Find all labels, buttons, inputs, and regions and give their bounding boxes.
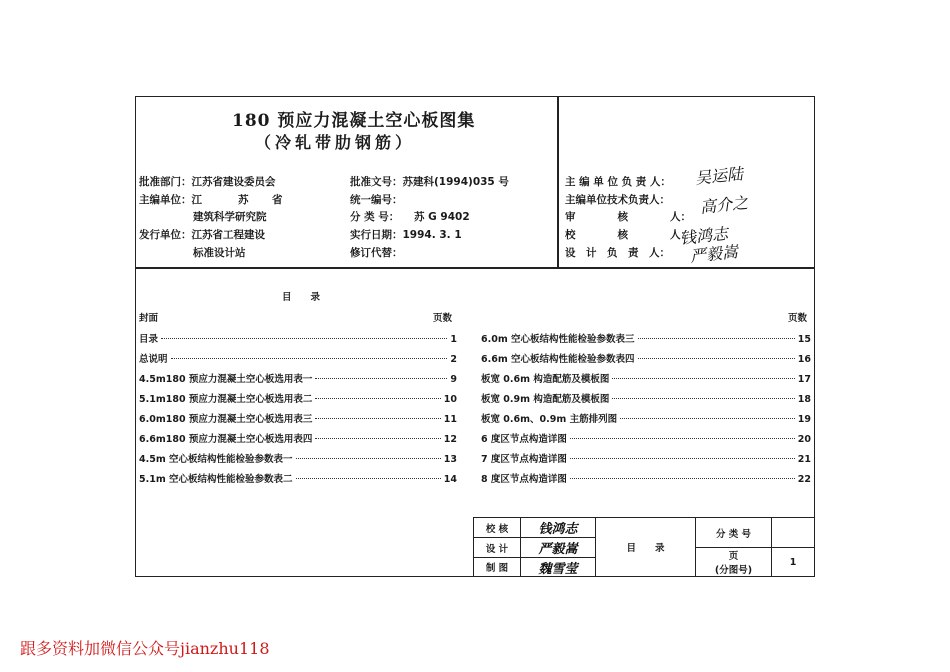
leader-dots	[296, 478, 441, 479]
toc-entry[interactable]	[139, 331, 457, 345]
title-block-label: 校 核	[473, 517, 521, 538]
toc-entry-title: 8 度区节点构造详图	[481, 474, 567, 485]
responsible-label: 主 编 单 位 负 责 人：	[565, 176, 671, 188]
toc-entry-title: 5.1m 空心板结构性能检验参数表二	[139, 474, 293, 485]
toc-entry-title: 7 度区节点构造详图	[481, 454, 567, 465]
toc-entry[interactable]	[139, 371, 457, 385]
toc-entry-page: 14	[443, 474, 457, 485]
toc-entry-page: 22	[797, 474, 811, 485]
leader-dots	[570, 438, 795, 439]
responsible-label: 主编单位技术负责人：	[565, 194, 670, 206]
toc-entry-page: 13	[443, 454, 457, 465]
approve-dept: 批准部门：江苏省建设委员会	[139, 176, 276, 188]
toc-entry[interactable]	[139, 411, 457, 425]
leader-dots	[612, 398, 794, 399]
atlas-title: 180 预应力混凝土空心板图集	[232, 111, 476, 131]
title-block-subpage-label: (分图号)	[714, 565, 753, 576]
toc-entry[interactable]	[139, 471, 457, 485]
editor-unit-c: 省	[272, 194, 283, 206]
signature: 钱鸿志	[679, 224, 729, 248]
title-block-page-label: 页	[728, 551, 739, 562]
toc-entry-title: 6.0m 空心板结构性能检验参数表三	[481, 334, 635, 345]
toc-entry-page: 21	[797, 454, 811, 465]
toc-entry-title: 总说明	[139, 354, 168, 365]
title-block-signature-cell	[520, 557, 596, 577]
leader-dots	[620, 418, 795, 419]
toc-entry-page: 20	[797, 434, 811, 445]
leader-dots	[296, 458, 441, 459]
toc-entry[interactable]	[481, 471, 811, 485]
signature: 严毅嵩	[538, 542, 578, 557]
toc-cover-label: 封面	[139, 313, 159, 324]
toc-entry-title: 6.6m 空心板结构性能检验参数表四	[481, 354, 635, 365]
signature: 高介之	[699, 193, 749, 217]
category-value: 苏 G 9402	[414, 211, 470, 223]
toc-entry-title: 板宽 0.6m 构造配筋及模板图	[481, 374, 610, 385]
toc-entry-title: 目录	[139, 334, 159, 345]
leader-dots	[570, 478, 795, 479]
toc-entry-title: 板宽 0.9m 构造配筋及模板图	[481, 394, 610, 405]
leader-dots	[315, 398, 440, 399]
toc-entry-title: 4.5m 空心板结构性能检验参数表一	[139, 454, 293, 465]
responsible-label: 设 计 负 责 人：	[565, 247, 670, 259]
responsible-label: 审 核 人：	[565, 211, 691, 223]
signature: 魏雪莹	[538, 561, 578, 577]
toc-entry[interactable]	[481, 351, 811, 365]
toc-page-col: 页数	[433, 313, 453, 324]
issuer-b: 标准设计站	[193, 247, 246, 259]
toc-entry-title: 5.1m180 预应力混凝土空心板选用表二	[139, 394, 313, 405]
responsible-label: 校 核 人：	[565, 229, 691, 241]
leader-dots	[638, 338, 795, 339]
toc-entry[interactable]	[481, 391, 811, 405]
toc-entry-page: 2	[450, 354, 457, 365]
issuer-a: 发行单位：江苏省工程建设	[139, 229, 265, 241]
signature: 钱鸿志	[538, 522, 578, 537]
title-block-page-cell	[695, 547, 772, 577]
leader-dots	[612, 378, 794, 379]
toc-entry[interactable]	[481, 451, 811, 465]
toc-entry[interactable]	[139, 391, 457, 405]
header-divider-horizontal	[135, 267, 815, 269]
leader-dots	[315, 438, 440, 439]
toc-entry-page: 16	[797, 354, 811, 365]
leader-dots	[161, 338, 447, 339]
toc-entry-page: 19	[797, 414, 811, 425]
leader-dots	[638, 358, 795, 359]
toc-entry[interactable]	[481, 411, 811, 425]
title-block-category-label: 分 类 号	[695, 517, 772, 548]
title-block-label: 设 计	[473, 537, 521, 558]
revision: 修订代替：	[350, 247, 403, 259]
title-block-signature-cell	[520, 517, 596, 538]
title-block-signature-cell	[520, 537, 596, 558]
title-block-category-value	[771, 517, 815, 548]
toc-entry-page: 10	[443, 394, 457, 405]
leader-dots	[315, 378, 447, 379]
toc-entry-page: 15	[797, 334, 811, 345]
toc-entry[interactable]	[139, 451, 457, 465]
title-block-page-value: 1	[771, 547, 815, 577]
toc-entry-page: 18	[797, 394, 811, 405]
toc-entry[interactable]	[139, 431, 457, 445]
toc-entry-title: 4.5m180 预应力混凝土空心板选用表一	[139, 374, 313, 385]
toc-entry-title: 6.0m180 预应力混凝土空心板选用表三	[139, 414, 313, 425]
title-block-label: 制 图	[473, 557, 521, 577]
toc-entry-title: 板宽 0.6m、0.9m 主筋排列图	[481, 414, 618, 425]
toc-entry[interactable]	[139, 351, 457, 365]
toc-entry-page: 9	[450, 374, 457, 385]
toc-entry-page: 11	[443, 414, 457, 425]
toc-entry-page: 17	[797, 374, 811, 385]
signature: 严毅嵩	[689, 242, 739, 266]
header-divider-vertical	[557, 96, 559, 268]
unified-no: 统一编号：	[350, 194, 403, 206]
category-label: 分 类 号：	[350, 211, 400, 223]
leader-dots	[171, 358, 448, 359]
title-block-drawing-name: 目 录	[595, 517, 696, 577]
editor-unit-d: 建筑科学研究院	[193, 211, 267, 223]
toc-entry[interactable]	[481, 431, 811, 445]
footer-note: 跟多资料加微信公众号jianzhu118	[20, 639, 270, 658]
signature: 吴运陆	[694, 164, 744, 188]
effective-date: 实行日期：1994. 3. 1	[350, 229, 462, 241]
editor-unit-a: 主编单位：江	[139, 194, 202, 206]
toc-entry-page: 1	[450, 334, 457, 345]
leader-dots	[315, 418, 440, 419]
toc-entry[interactable]	[481, 371, 811, 385]
leader-dots	[570, 458, 795, 459]
toc-heading: 目 录	[282, 292, 321, 303]
toc-entry[interactable]	[481, 331, 811, 345]
atlas-subtitle: （冷轧带肋钢筋）	[255, 133, 416, 152]
approval-no: 批准文号：苏建科(1994)035 号	[350, 176, 509, 188]
toc-entry-page: 12	[443, 434, 457, 445]
toc-entry-title: 6.6m180 预应力混凝土空心板选用表四	[139, 434, 313, 445]
toc-entry-title: 6 度区节点构造详图	[481, 434, 567, 445]
toc-page-col: 页数	[788, 313, 808, 324]
editor-unit-b: 苏	[238, 194, 249, 206]
